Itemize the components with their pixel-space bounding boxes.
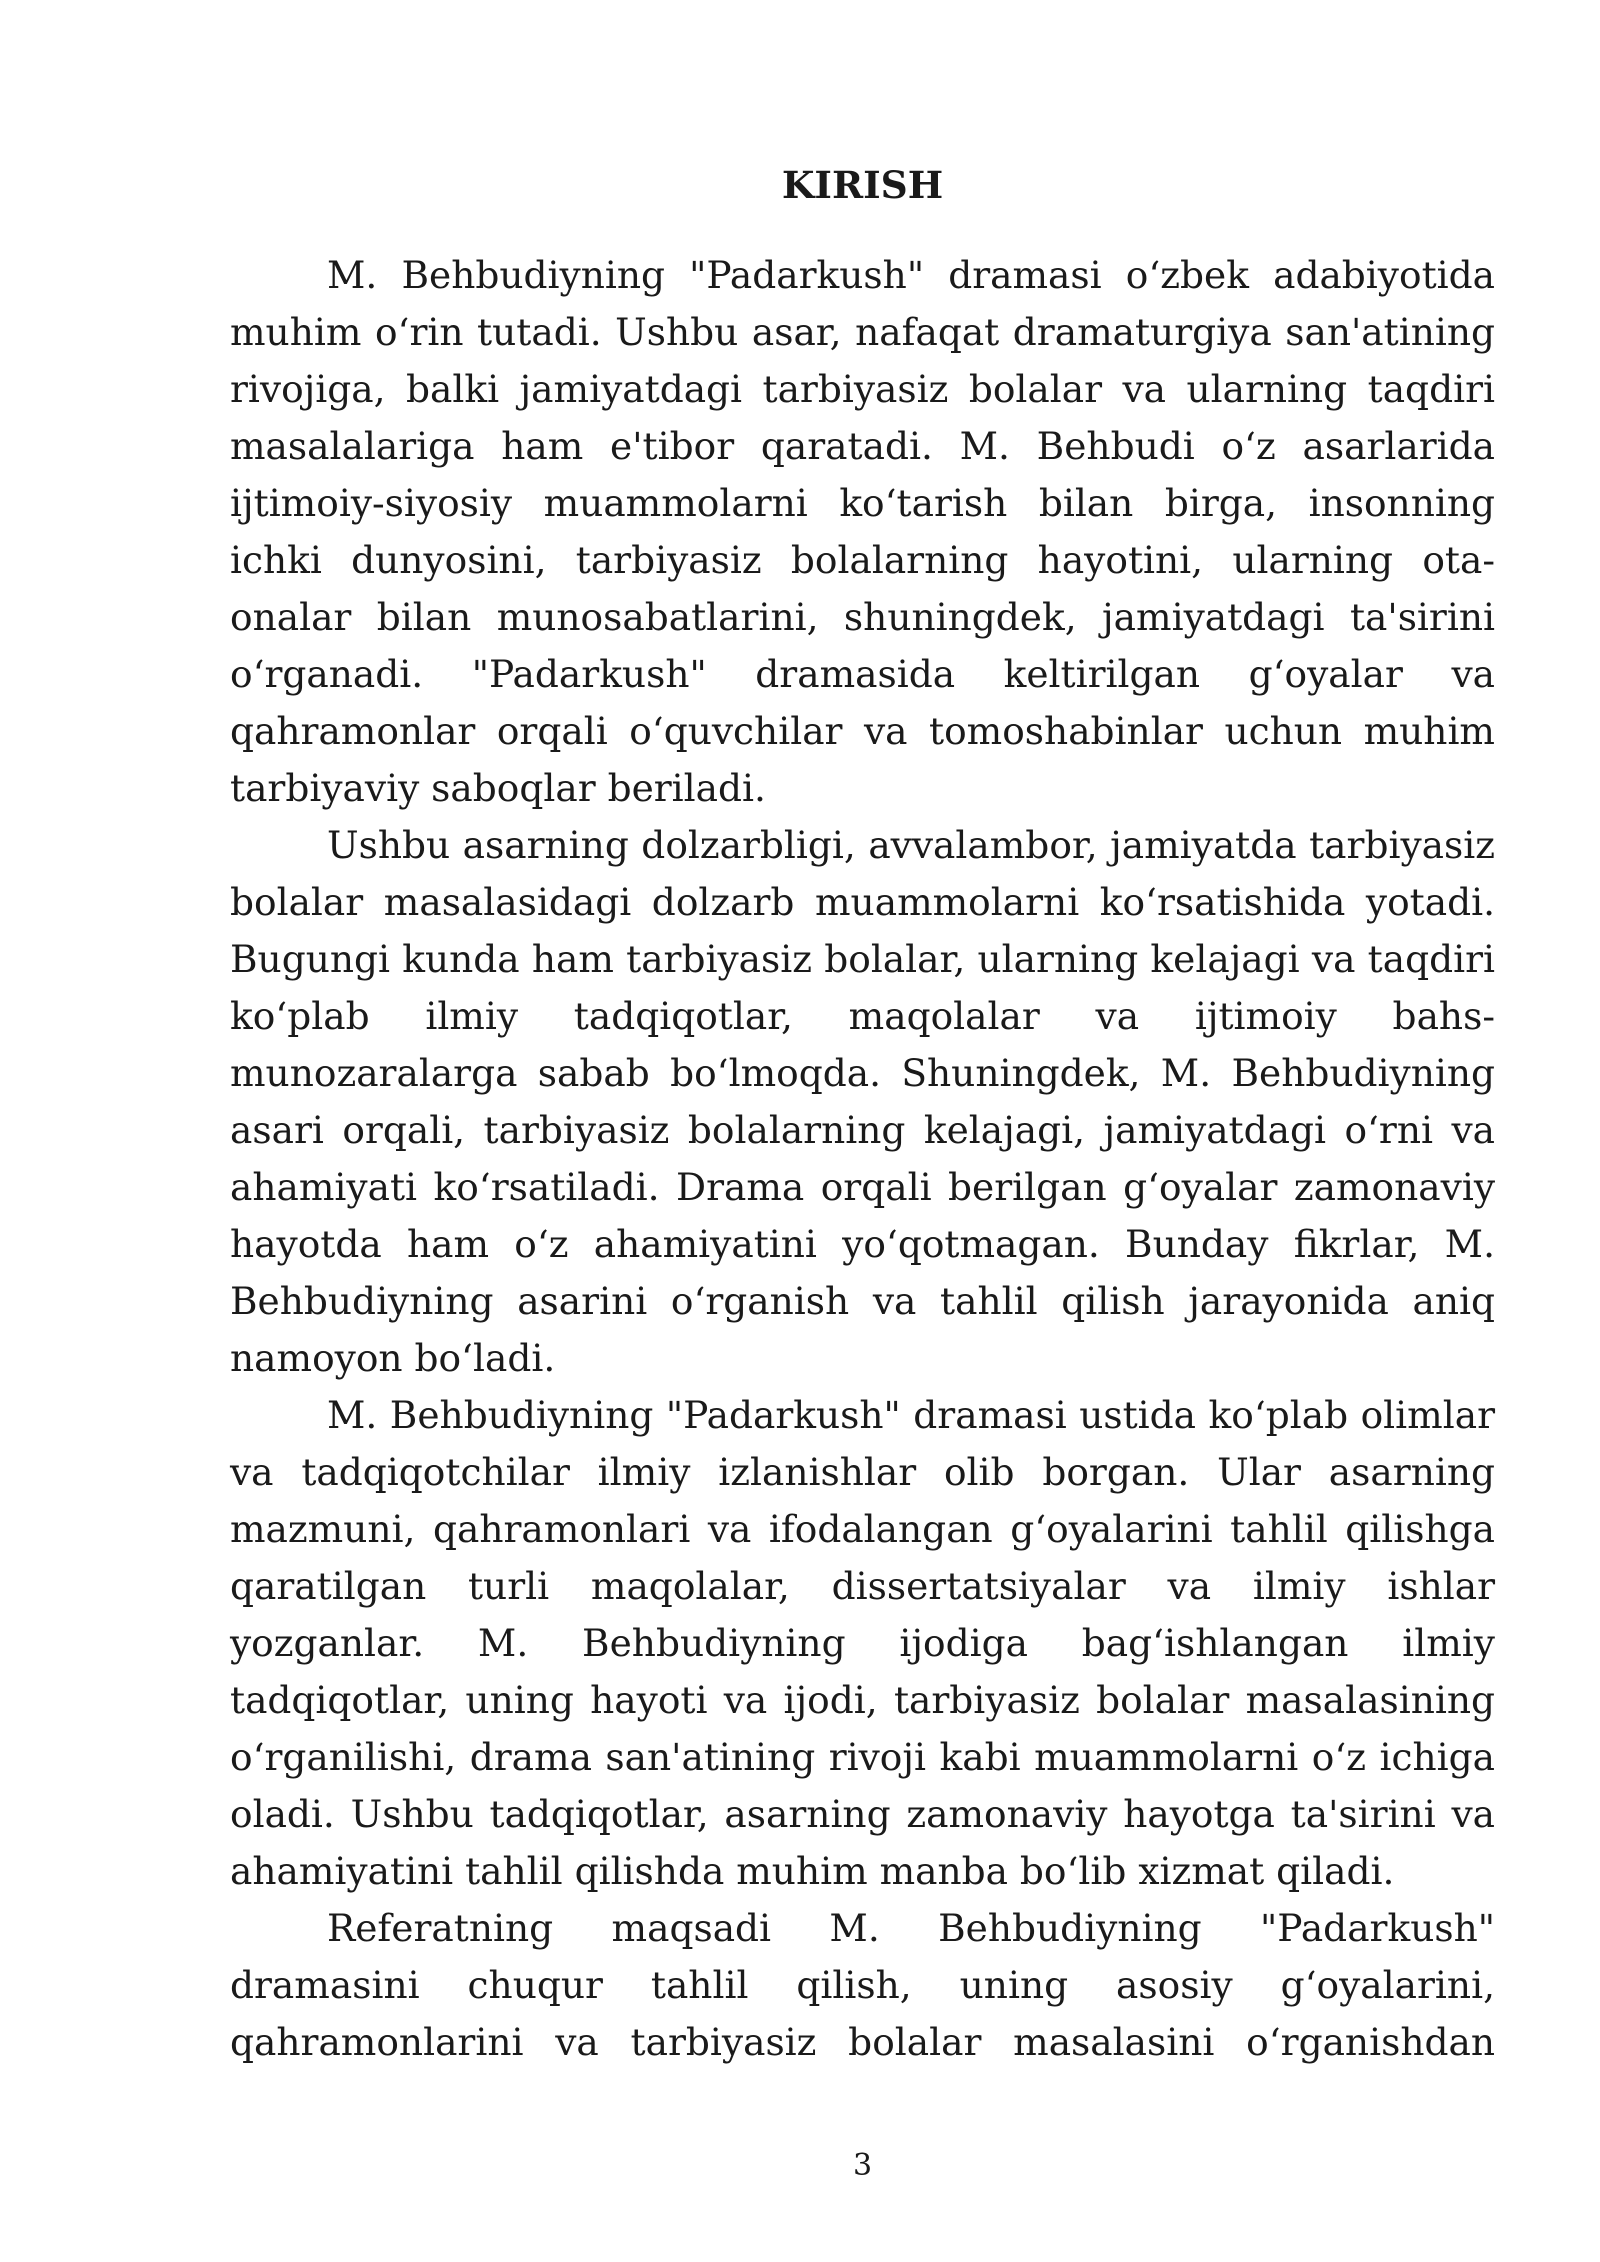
section-title: KIRISH [781, 163, 944, 207]
paragraph-intro: M. Behbudiyning "Padarkush" dramasi oʻzbek adabiyotida muhim oʻrin tutadi. Ushbu asar, nafaqat dramaturgiya san'atining rivojiga, balki jamiyatdagi tarbiyasiz bolalar va ularning taqdiri masalalariga ham e'tibor qaratadi. M. Behbudi oʻz asarlarida ijtimoiy-siyosiy muammolarni koʻtarish bilan birga, insonning ichki dunyosini, tarbiyasiz bolalarning hayotini, ularning ota-onalar bilan munosabatlarini, shuningdek, jamiyatdagi ta'sirini oʻrganadi. "Padarkush" dramasida keltirilgan gʻoyalar va qahramonlar orqali oʻquvchilar va tomoshabinlar uchun muhim tarbiyaviy saboqlar beriladi. [230, 253, 1495, 810]
paragraph-goal: Referatning maqsadi M. Behbudiyning "Padarkush" dramasini chuqur tahlil qilish, uning asosiy gʻoyalarini, qahramonlarini va tarbiyasiz bolalar masalasini oʻrganishdan [230, 1906, 1495, 2064]
paragraph-relevance: Ushbu asarning dolzarbligi, avvalambor, jamiyatda tarbiyasiz bolalar masalasidagi dolzarb muammolarni koʻrsatishida yotadi. Bugungi kunda ham tarbiyasiz bolalar, ularning kelajagi va taqdiri koʻplab ilmiy tadqiqotlar, maqolalar va ijtimoiy bahs-munozaralarga sabab boʻlmoqda. Shuningdek, M. Behbudiyning asari orqali, tarbiyasiz bolalarning kelajagi, jamiyatdagi oʻrni va ahamiyati koʻrsatiladi. Drama orqali berilgan gʻoyalar zamonaviy hayotda ham oʻz ahamiyatini yoʻqotmagan. Bunday fikrlar, M. Behbudiyning asarini oʻrganish va tahlil qilish jarayonida aniq namoyon boʻladi. [230, 823, 1495, 1380]
page-number: 3 [852, 2148, 873, 2183]
page-content [230, 157, 1495, 2071]
paragraph-research: M. Behbudiyning "Padarkush" dramasi ustida koʻplab olimlar va tadqiqotchilar ilmiy izlanishlar olib borgan. Ular asarning mazmuni, qahramonlari va ifodalangan gʻoyalarini tahlil qilishga qaratilgan turli maqolalar, dissertatsiyalar va ilmiy ishlar yozganlar. M. Behbudiyning ijodiga bagʻishlangan ilmiy tadqiqotlar, uning hayoti va ijodi, tarbiyasiz bolalar masalasining oʻrganilishi, drama san'atining rivoji kabi muammolarni oʻz ichiga oladi. Ushbu tadqiqotlar, asarning zamonaviy hayotga ta'sirini va ahamiyatini tahlil qilishda muhim manba boʻlib xizmat qiladi. [230, 1393, 1495, 1893]
body-text [230, 247, 1495, 2071]
